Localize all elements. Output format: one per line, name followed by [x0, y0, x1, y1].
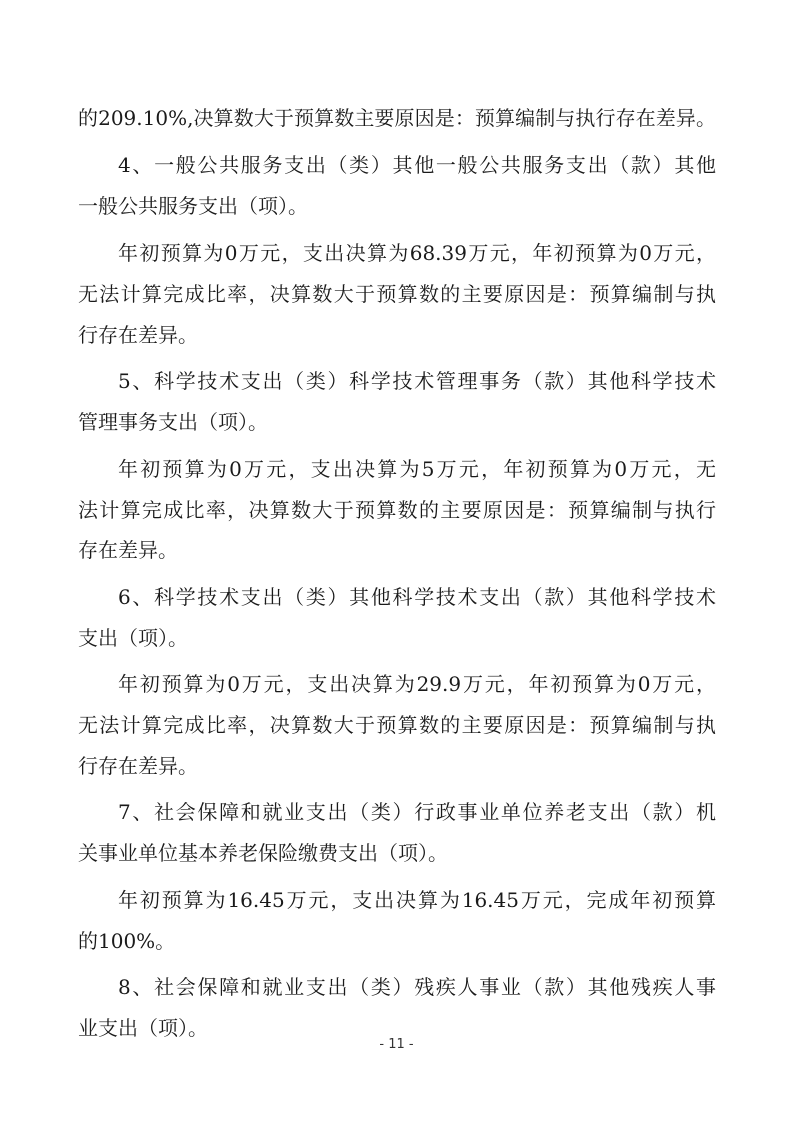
text-line: 年初预算为0万元，支出决算为29.9万元，年初预算为0万元，	[118, 672, 716, 696]
text-line: 年初预算为16.45万元，支出决算为16.45万元，完成年初预算	[118, 888, 716, 912]
section-heading-line: 5、科学技术支出（类）科学技术管理事务（款）其他科学技术	[118, 369, 716, 393]
text-line: 法计算完成比率，决算数大于预算数的主要原因是：预算编制与执行	[78, 498, 716, 522]
section-heading-line: 8、社会保障和就业支出（类）残疾人事业（款）其他残疾人事	[118, 975, 716, 999]
section-heading-line: 关事业单位基本养老保险缴费支出（项）。	[78, 841, 448, 865]
section-heading-line: 一般公共服务支出（项）。	[78, 194, 308, 218]
section-heading-line: 4、一般公共服务支出（类）其他一般公共服务支出（款）其他	[118, 153, 716, 177]
text-line: 行存在差异。	[78, 323, 198, 347]
text-line: 无法计算完成比率，决算数大于预算数的主要原因是：预算编制与执	[78, 282, 716, 306]
section-heading-line: 7、社会保障和就业支出（类）行政事业单位养老支出（款）机	[118, 800, 716, 824]
text-line: 年初预算为0万元，支出决算为68.39万元，年初预算为0万元，	[118, 241, 716, 265]
text-line: 行存在差异。	[78, 754, 198, 778]
section-heading-line: 管理事务支出（项）。	[78, 410, 268, 434]
section-heading-line: 6、科学技术支出（类）其他科学技术支出（款）其他科学技术	[118, 585, 716, 609]
page-number: - 11 -	[379, 1037, 414, 1052]
text-line: 无法计算完成比率，决算数大于预算数的主要原因是：预算编制与执	[78, 713, 716, 737]
section-heading-line: 业支出（项）。	[78, 1016, 208, 1040]
text-line: 存在差异。	[78, 538, 178, 562]
text-line: 年初预算为0万元，支出决算为5万元，年初预算为0万元，无	[118, 457, 716, 481]
section-heading-line: 支出（项）。	[78, 626, 188, 650]
text-line: 的100%。	[78, 929, 176, 953]
text-line: 的209.10%,决算数大于预算数主要原因是：预算编制与执行存在差异。	[78, 106, 716, 130]
